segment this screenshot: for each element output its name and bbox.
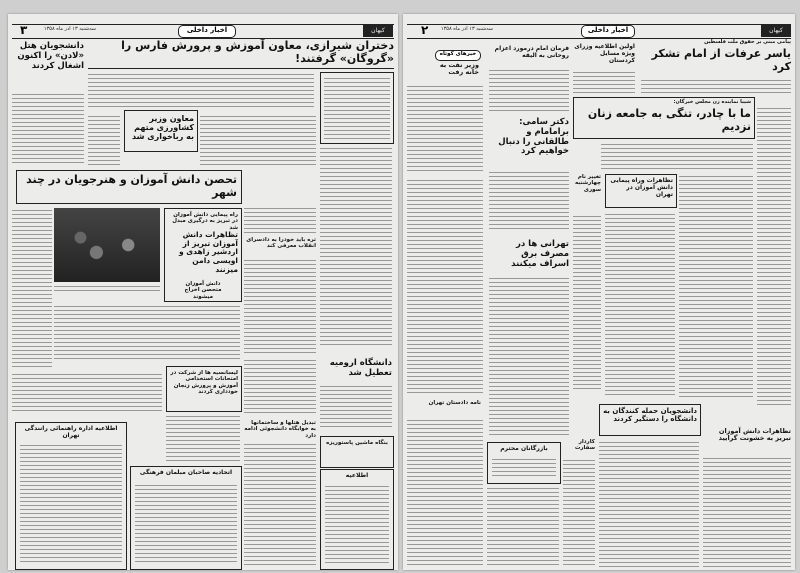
electricity-headline: تهرانی ها در مصرف برق اسراف میکنند (489, 240, 569, 269)
merchants-ad: بازرگانان محترم (491, 446, 557, 453)
article-text (489, 68, 569, 114)
article-text (489, 276, 569, 436)
furniture-ad-box (130, 466, 242, 570)
tehran-march-headline: تظاهرات وراه پیمایی دانش آموزان در تهران (610, 177, 673, 198)
khodabakhsh-headline: تره باید خودرا به دادسرای انقلاب معرفی کند (244, 237, 316, 250)
notice-headline: اطلاعیه اداره راهنمائی رانندگی تهران (19, 426, 123, 440)
article-text (320, 146, 392, 346)
article-text (12, 92, 84, 166)
name-change-headline: تغییر نام چهارشنبه سوری (574, 174, 601, 193)
article-text (679, 174, 753, 400)
side-headline: دانشجویان هتل «لادن» را اکنون اشغال کردند (12, 42, 84, 71)
chador-kicker: شیبا نماینده زن مجلس خبرگان: (577, 100, 751, 106)
machine-ad: بنگاه ماشین پاستوریزه (324, 440, 390, 446)
article-text (244, 442, 316, 568)
intro-box (320, 72, 394, 144)
licensee-box (166, 366, 242, 412)
buildings-headline: تبدیل هتلها و ساختمانها به خوابگاه دانشجوئی ادامه دارد (244, 420, 316, 439)
tabriz-box (164, 208, 242, 302)
machine-ad-box (320, 436, 394, 468)
article-text (487, 486, 559, 568)
tehran-march-box (605, 174, 677, 208)
article-text (244, 206, 316, 234)
right-page (403, 14, 795, 570)
tabriz-headline: تظاهرات دانش آموزان تبریز از اردشیر زاهدی و اویسی دامن میزنند (168, 231, 238, 274)
main-headline: دختران شیرازی، معاون آموزش و پرورش فارس را «گروگان» گرفتند! (88, 40, 394, 65)
article-text (12, 208, 52, 368)
banner-box (16, 170, 242, 204)
box-headline: معاون وزیر کشاورزی متهم به رباخواری شد (127, 114, 194, 142)
kicker: پیامی مبنی بر حقوق ملت فلسطین (641, 40, 791, 46)
article-text (489, 170, 569, 232)
notice-small: اطلاعیه (324, 473, 390, 480)
merchants-ad-box (487, 442, 561, 484)
story-box (124, 110, 198, 152)
article-text (703, 456, 791, 568)
urmia-headline: دانشگاه ارومیه تعطیل شد (320, 359, 392, 379)
article-text (244, 358, 316, 416)
protest-photo (54, 208, 160, 282)
article-text (407, 178, 483, 394)
banner-headline: تحصن دانش آموزان و هنرجویان در چند شهر (21, 174, 237, 199)
article-text (88, 114, 120, 166)
article-text (605, 212, 675, 398)
students-arrest-box (599, 404, 701, 436)
date-line: سه‌شنبه ۱۳ اذر ماه ۱۳۵۸ (440, 26, 493, 32)
page-number: ۲ (421, 23, 429, 37)
article-text (320, 384, 392, 430)
letter-headline: نامه دادستان تهران (411, 400, 481, 406)
tabriz-subhead: راه پیمایی دانش آموزان در تبریز به درگیری مبدل شد (168, 212, 238, 231)
article-text (244, 258, 316, 354)
article-text (200, 114, 316, 166)
article-text (601, 142, 753, 170)
article-text (54, 304, 240, 362)
rule (88, 68, 394, 69)
article-text (599, 440, 699, 568)
sami-headline: دکتر سامی: برامامام و طالقانی را دنبال خواهیم کرد (489, 118, 569, 157)
imam-headline: فرمان امام درمورد اعزام روحانی به الیقه (489, 46, 569, 60)
minister-headline: وزیر نفت به خانه رفت (439, 61, 479, 77)
article-text (12, 372, 162, 412)
chador-box (573, 97, 755, 139)
article-text (641, 78, 791, 94)
article-text (757, 106, 791, 406)
section-label: اخبار داخلی (178, 25, 236, 38)
traffic-notice-box (15, 422, 127, 570)
tabriz-footer: دانش آموزان متحصن اخراج میشوند (175, 281, 231, 300)
kurdistan-headline: اولین اطلاعیه وزرای ویژه مسایل کردستان (574, 43, 635, 64)
article-text (573, 214, 601, 390)
notice-box (320, 469, 394, 570)
article-text (563, 458, 595, 568)
page-number: ۳ (20, 23, 28, 37)
article-text (407, 84, 483, 174)
newspaper-logo: کیهان (761, 25, 791, 37)
article-text (88, 72, 314, 108)
newspaper-logo: کیهان (363, 25, 393, 37)
photo-caption (54, 284, 160, 292)
embassy-headline: کاردار سفارت (563, 439, 595, 452)
ad-headline: اتحادیه صاحبان مبلمان فرهنگی (134, 470, 238, 477)
left-page (8, 14, 398, 570)
chador-headline: ما با چادر، تنگی به جامعه زنان نزدیم (577, 108, 751, 133)
date-line: سه‌شنبه ۱۳ اذر ماه ۱۳۵۸ (43, 26, 96, 32)
short-news-label: خبرهای کوتاه (435, 50, 481, 61)
article-text (166, 414, 240, 462)
licensee-headline: لیسانسیه ها از شرکت در امتحانات استخدامی آموزش و پرورش زنجان خودداری کردند (170, 370, 238, 395)
article-text (407, 418, 483, 568)
students-headline: دانشجویان حمله کنندگان به دانشگاه را دستگیر کردند (603, 407, 697, 424)
section-label: اخبار داخلی (581, 25, 635, 38)
main-headline: یاسر عرفات از امام تشکر کرد (641, 48, 791, 73)
tabriz-violence-headline: تظاهرات دانش آموزان تبریز به خشونت گرایید (703, 428, 791, 443)
article-text (573, 70, 635, 94)
